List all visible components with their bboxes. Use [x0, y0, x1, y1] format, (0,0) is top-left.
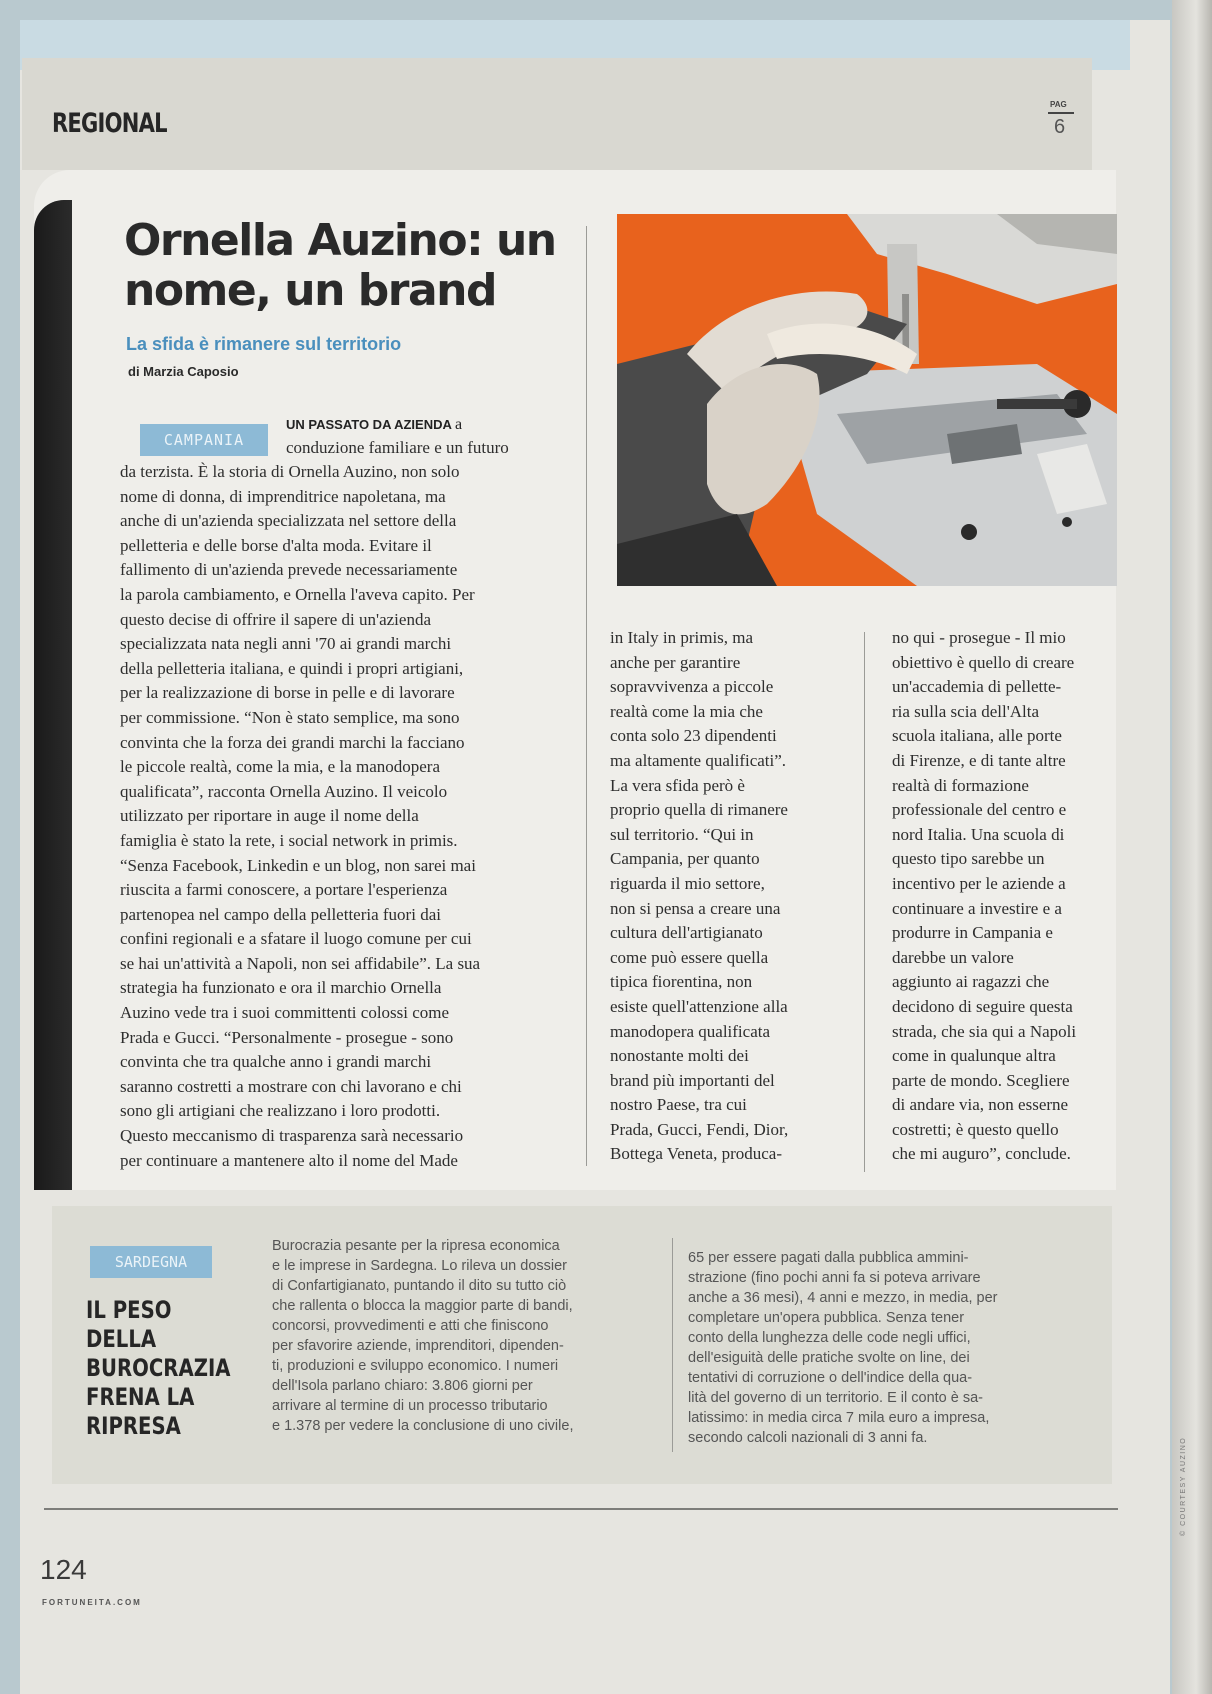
page-number: 124	[40, 1554, 87, 1585]
site-name: FORTUNEITA.COM	[42, 1598, 142, 1607]
page-label: PAG	[1050, 100, 1067, 109]
column-divider-1	[586, 226, 587, 1166]
sidebar-box-column-1: Burocrazia pesante per la ripresa economica e le imprese in Sardegna. Lo rileva un dossier di Confartigianato, puntando il dito su tutto ciò che rallenta o blocca la maggior parte di bandi, concorsi, provvedimenti e atti che finiscono per sfavorire aziende, imprenditori, dipenden- ti, produzioni e sviluppo economico. I numeri dell'Isola parlano chiaro: 3.806 giorni per arrivare al termine di un processo tributario e 1.378 per vedere la conclusione di uno civile,	[272, 1238, 574, 1434]
section-header-band	[22, 58, 1092, 170]
region-tag-campania: CAMPANIA	[140, 424, 268, 456]
sewing-machine-photo	[617, 214, 1117, 586]
sidebar-column-divider	[672, 1238, 673, 1452]
region-tag-sardegna: SARDEGNA	[90, 1246, 212, 1278]
article-column-1: da terzista. È la storia di Ornella Auzino, non solo nome di donna, di imprenditrice napoletana, ma anche di un'azienda specializzata nel settore della pelletteria e delle borse d'alta moda. Evitare il fallimento di un'azienda prevede necessariamente la parola cambiamento, e Ornella l'aveva capito. Per questo decise di offrire il sapere di un'azienda specializzata nata negli anni '70 ai grandi marchi della pelletteria italiana, e quindi i propri artigiani, per la realizzazione di borse in pelle e di lavorare per commissione. “Non è stato semplice, ma sono convinta che la forza dei grandi marchi la facciano le piccole realtà, come la mia, e la manodopera qualificata”, racconta Ornella Auzino. Il veicolo utilizzato per riportare in auge il nome della famiglia è stato la rete, i social network in primis. “Senza Facebook, Linkedin e un blog, non sarei mai riuscita a farmi conoscere, a portare l'esperienza partenopea nel campo della pelletteria fuori dai confini regionali e a sfatare il luogo comune per cui se hai un'attività a Napoli, non sei affidabile”. La sua strategia ha funzionato e ora il marchio Ornella Auzino vede tra i suoi committenti colossi come Prada e Gucci. “Personalmente - prosegue - sono convinta che tra qualche anno i grandi marchi saranno costretti a mostrare con chi lavorano e chi sono gli artigiani che realizzano i loro prodotti. Questo meccanismo di trasparenza sarà necessario per continuare a mantenere alto il nome del Made	[120, 462, 481, 1170]
sidebar-box-title: IL PESO DELLA BUROCRAZIA FRENA LA RIPRESA	[86, 1296, 231, 1440]
sidebar-box-column-2: 65 per essere pagati dalla pubblica ammini- strazione (fino pochi anni fa si poteva arrivare anche a 36 mesi), 4 anni e mezzo, in media, per completare un'opera pubblica. Senza tener conto della lunghezza delle code negli uffici, dell'esiguità delle pratiche svolte on line, dei tentativi di corruzione o dell'indice della qua- lità del governo di un territorio. E il conto è sa- latissimo: in media circa 7 mila euro a impresa, secondo calcoli nazionali di 3 anni fa.	[688, 1250, 998, 1446]
article-column-1-first-line: conduzione familiare e un futuro	[286, 438, 509, 457]
article-byline: di Marzia Caposio	[128, 364, 239, 379]
footer-rule	[44, 1508, 1118, 1510]
lead-rest: a	[455, 416, 463, 433]
column-divider-2	[864, 632, 865, 1172]
lead-caps: UN PASSATO DA AZIENDA	[286, 417, 452, 432]
article-lead	[286, 416, 462, 434]
section-page-number: 6	[1054, 116, 1066, 138]
article-title: Ornella Auzino: un nome, un brand	[124, 215, 556, 316]
article-column-2: in Italy in primis, ma anche per garantire sopravvivenza a piccole realtà come la mia che conta solo 23 dipendenti ma altamente qualificati”. La vera sfida però è proprio quella di rimanere sul territorio. “Qui in Campania, per quanto riguarda il mio settore, non si pensa a creare una cultura dell'artigianato come può essere quella tipica fiorentina, non esiste quell'attenzione alla manodopera qualificata nonostante molti dei brand più importanti del nostro Paese, tra cui Prada, Gucci, Fendi, Dior, Bottega Veneta, produca-	[610, 628, 789, 1164]
section-label: REGIONAL	[52, 108, 167, 139]
page-edge	[1172, 0, 1212, 1694]
article-column-3: no qui - prosegue - Il mio obiettivo è quello di creare un'accademia di pellette- ria sulla scia dell'Alta scuola italiana, alle porte di Firenze, e di tante altre realtà di formazione professionale del centro e nord Italia. Una scuola di questo tipo sarebbe un incentivo per le aziende a continuare a investire e a produrre in Campania e darebbe un valore aggiunto ai ragazzi che decidono di seguire questa strada, che sia qui a Napoli come in qualunque altra parte de mondo. Scegliere di andare via, non esserne costretti; è questo quello che mi auguro”, conclude.	[892, 628, 1077, 1164]
article-side-bar	[34, 200, 72, 1190]
photo-credit: © COURTESY AUZINO	[1180, 1436, 1187, 1536]
page-label-divider	[1048, 112, 1074, 114]
article-subtitle: La sfida è rimanere sul territorio	[126, 334, 402, 354]
